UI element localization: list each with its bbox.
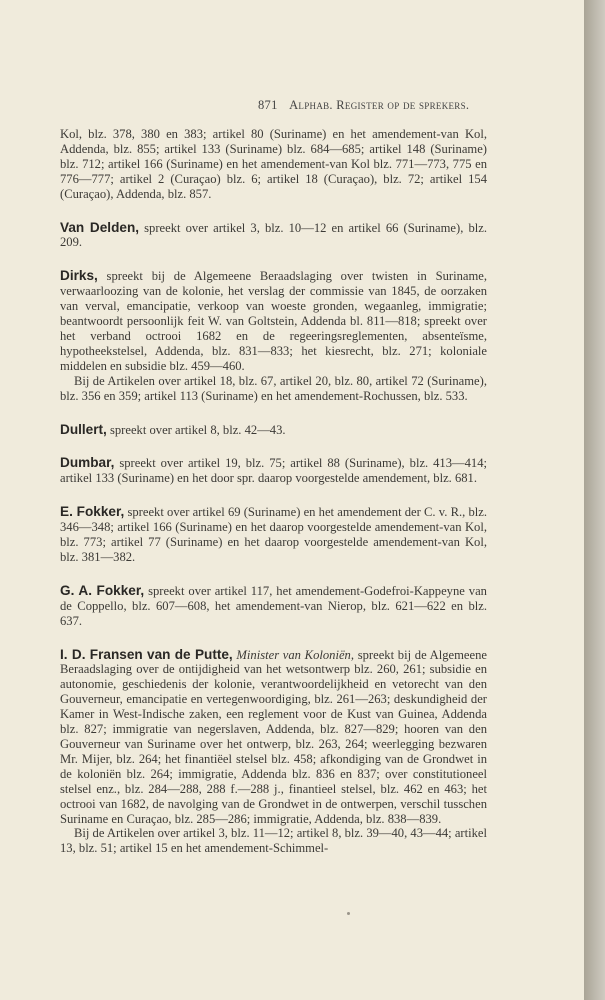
speaker-name: I. D. Fransen van de Putte, [60, 646, 233, 662]
paper-speck [347, 912, 350, 915]
header-title: Alphab. Register op de sprekers. [289, 98, 470, 112]
page-edge [584, 0, 605, 1000]
register-entry [60, 269, 487, 403]
entry-text: spreekt over artikel 117, het amendement-Godefroi-Kappeyne van de Coppello, blz. 607—608, het amendement-van Nierop, blz. 621—622 en blz. 637. [60, 583, 487, 628]
entry-text: spreekt bij de Algemeene Beraadslaging over twisten in Suriname, verwaarloozing van de kolonie, het verslag der commissie van 1845, de oorzaken van verval, emancipatie, verkoop van woeste gronden, wegaanleg, immigratie; beantwoordt persoonlijk feit W. van Goltstein, Addenda bl. 811—818; spreekt over het verband octrooi 1682 en de regeeringsreglementen, absenteïsme, hypotheekstelsel, Addenda, blz. 831—833; het kiesrecht, blz. 271; koloniale middelen en subsidie blz. 459—460. [60, 269, 487, 373]
running-header [258, 98, 490, 113]
page-number: 871 [258, 98, 278, 112]
speaker-name: Van Delden, [60, 219, 140, 235]
entry-text: spreekt bij de Algemeene Beraadslaging over de ontijdigheid van het wetsontwerp blz. 260, 261; subsidie en autonomie, geschiedenis der kolonie, verantwoordelijkheid en vetorecht van den Gouverneur, emancipatie en vertegenwoordiging, blz. 261—263; deskundigheid der Kamer in West-Indische zaken, een reglement voor de Kust van Guinea, Addenda blz. 827; immigratie van negerslaven, Addenda, blz. 827—829; hooren van den Gouverneur van Suriname over het ontwerp, blz. 263, 264; weerlegging bezwaren Mr. Mijer, blz. 264; het finantiëel stelsel blz. 458; afkondiging van de Grondwet in de koloniën blz. 264; immigratie, Addenda blz. 836 en 837; over constitutioneel stelsel enz., blz. 284—288, 288 f.—288 j., finantieel stelsel, blz. 462 en 463; het octrooi van 1682, de navolging van de Grondwet in de ontwerpen, verschil tusschen Suriname en Curaçao, blz. 285—286; immigratie, Addenda, blz. 838—839. [60, 647, 488, 826]
register-entry [60, 221, 487, 251]
entry-text: spreekt over artikel 19, blz. 75; artikel 88 (Suriname), blz. 413—414; artikel 133 (Suriname) en het door spr. daarop voorgestelde amendement, blz. 681. [60, 456, 487, 486]
speaker-name: G. A. Fokker, [60, 582, 145, 598]
speaker-name: Dumbar, [60, 455, 115, 471]
entry-text: spreekt over artikel 69 (Suriname) en het amendement der C. v. R., blz. 346—348; artikel 166 (Suriname) en het daarop voorgestelde amendement-van Kol, blz. 773; artikel 77 (Suriname) en het daarop voorgestelde amendement-van Kol, blz. 381—382. [60, 505, 488, 564]
speaker-role: Minister van Koloniën, [236, 647, 355, 662]
entry-paragraph: Bij de Artikelen over artikel 3, blz. 11—12; artikel 8, blz. 39—40, 43—44; artikel 13, blz. 51; artikel 15 en het amendement-Schimmel- [60, 826, 487, 856]
speaker-name: E. Fokker, [60, 504, 125, 520]
continuation-paragraph: Kol, blz. 378, 380 en 383; artikel 80 (Suriname) en het amendement-van Kol, Addenda, blz. 855; artikel 133 (Suriname) blz. 684—685; artikel 148 (Suriname) blz. 712; artikel 166 (Suriname) en het amendement-van Kol blz. 771—773, 775 en 776—777; artikel 2 (Curaçao) blz. 6; artikel 18 (Curaçao), blz. 72; artikel 154 (Curaçao), Addenda, blz. 857. [60, 127, 487, 201]
entry-text: spreekt over artikel 8, blz. 42—43. [106, 422, 286, 437]
register-entry [60, 456, 487, 486]
register-entry [60, 505, 487, 565]
entry-text: spreekt over artikel 3, blz. 10—12 en artikel 66 (Suriname), blz. 209. [60, 220, 487, 250]
register-body [60, 127, 487, 856]
entry-paragraph: Bij de Artikelen over artikel 18, blz. 67, artikel 20, blz. 80, artikel 72 (Suriname), blz. 356 en 359; artikel 113 (Suriname) en het amendement-Rochussen, blz. 533. [60, 373, 487, 403]
speaker-name: Dirks, [60, 268, 98, 284]
register-entry [60, 423, 487, 438]
register-entry [60, 648, 487, 857]
register-entry [60, 584, 487, 629]
speaker-name: Dullert, [60, 421, 107, 437]
